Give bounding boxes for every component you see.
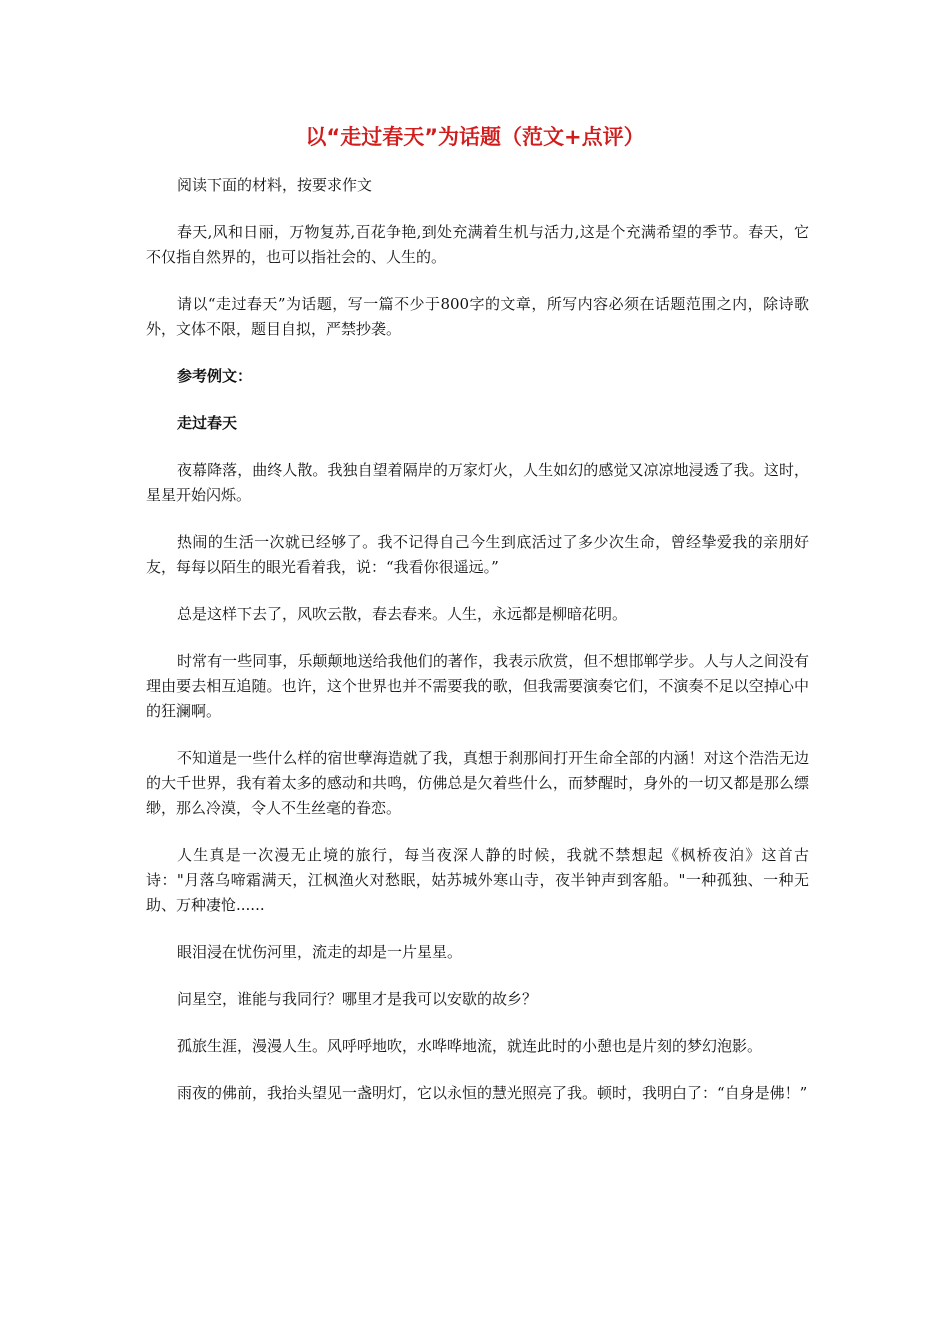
- essay-paragraph: 热闹的生活一次就已经够了。我不记得自己今生到底活过了多少次生命，曾经挚爱我的亲朋好友，每每以陌生的眼光看着我，说：“我看你很遥远。”: [146, 533, 809, 576]
- essay-paragraph: 时常有一些同事，乐颠颠地送给我他们的著作，我表示欣赏，但不想邯郸学步。人与人之间没有理由要去相互追随。也许，这个世界也并不需要我的歌，但我需要演奏它们，不演奏不足以空掉心中的狂澜啊。: [146, 652, 809, 720]
- sample-essay-heading: 参考例文：: [177, 367, 253, 385]
- essay-paragraph: 不知道是一些什么样的宿世孽海造就了我，真想于刹那间打开生命全部的内涵！对这个浩浩无边的大千世界，我有着太多的感动和共鸣，仿佛总是欠着些什么，而梦醒时，身外的一切又都是那么缥缈，那么冷漠，令人不生丝毫的眷恋。: [146, 749, 809, 817]
- document-body: [146, 173, 809, 1106]
- requirement-paragraph: 请以“走过春天”为话题，写一篇不少于800字的文章，所写内容必须在话题范围之内，除诗歌外，文体不限，题目自拟，严禁抄袭。: [146, 295, 809, 338]
- essay-paragraph: 雨夜的佛前，我抬头望见一盏明灯，它以永恒的慧光照亮了我。顿时，我明白了：“自身是佛！”: [177, 1084, 808, 1102]
- essay-paragraph: 人生真是一次漫无止境的旅行，每当夜深人静的时候，我就不禁想起《枫桥夜泊》这首古诗："月落乌啼霜满天，江枫渔火对愁眠，姑苏城外寒山寺，夜半钟声到客船。"一种孤独、一种无助、万种凄怆......: [146, 846, 809, 914]
- instruction-paragraph: 阅读下面的材料，按要求作文: [177, 176, 373, 194]
- essay-paragraph: 眼泪浸在忧伤河里，流走的却是一片星星。: [177, 943, 463, 961]
- page-title: 以“走过春天”为话题（范文+点评）: [305, 125, 645, 149]
- essay-title: 走过春天: [177, 414, 238, 432]
- essay-paragraph: 夜幕降落，曲终人散。我独自望着隔岸的万家灯火，人生如幻的感觉又凉凉地浸透了我。这时，星星开始闪烁。: [146, 461, 809, 504]
- essay-paragraph: 孤旅生涯，漫漫人生。风呼呼地吹，水哗哗地流，就连此时的小憩也是片刻的梦幻泡影。: [177, 1037, 763, 1055]
- material-paragraph: 春天,风和日丽，万物复苏,百花争艳,到处充满着生机与活力,这是个充满希望的季节。春天，它不仅指自然界的，也可以指社会的、人生的。: [146, 223, 809, 266]
- essay-paragraph: 问星空，谁能与我同行？哪里才是我可以安歇的故乡？: [177, 990, 538, 1008]
- essay-paragraph: 总是这样下去了，风吹云散，春去春来。人生，永远都是柳暗花明。: [177, 605, 628, 623]
